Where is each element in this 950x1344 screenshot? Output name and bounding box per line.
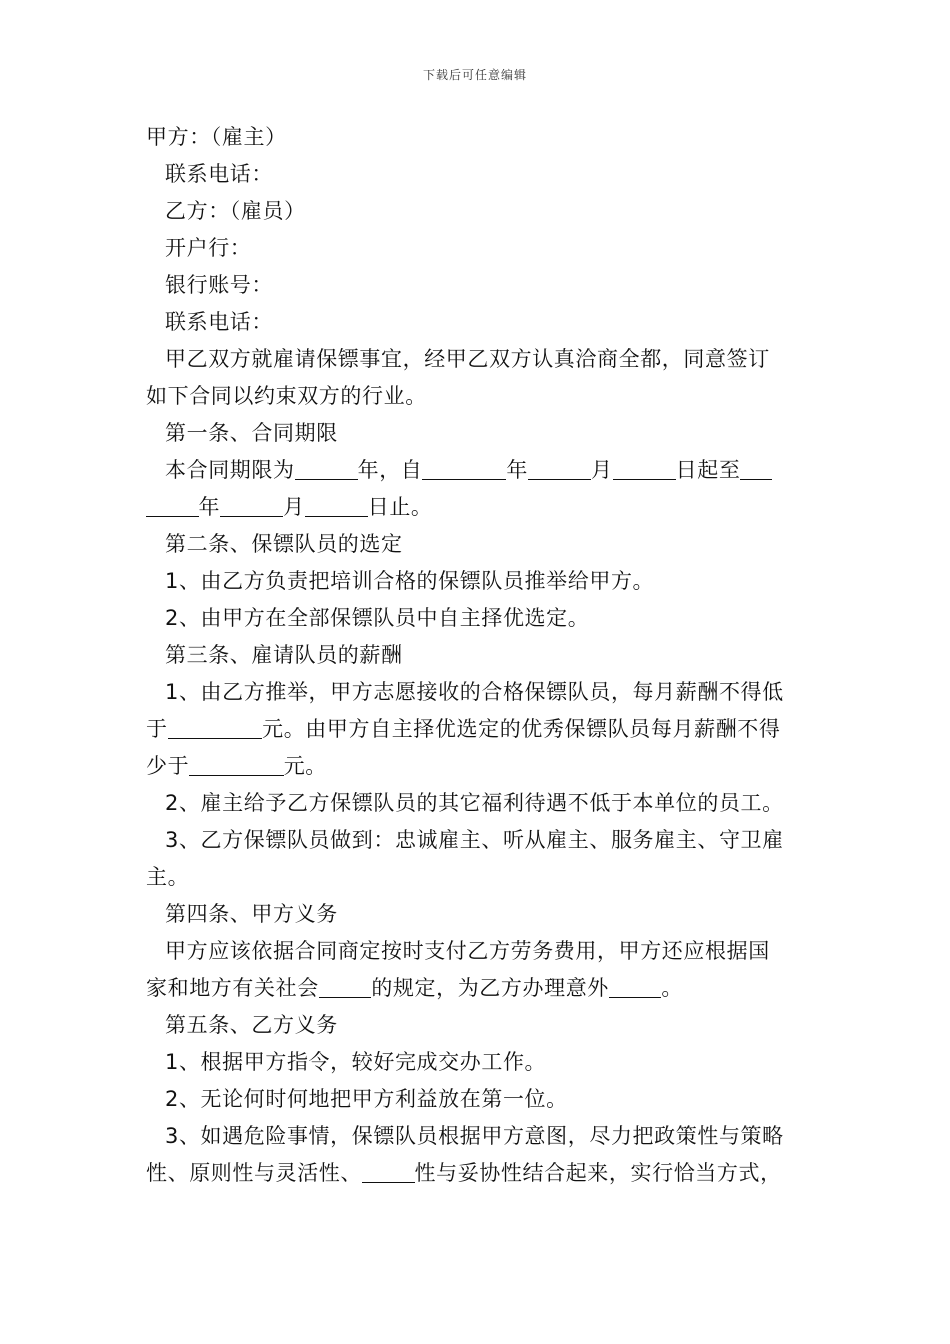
- contract-body: [146, 119, 810, 1192]
- line-text: 第二条、保镖队员的选定: [165, 532, 403, 556]
- page-header: 下载后可任意编辑: [422, 68, 527, 82]
- fill-in-blank: [146, 492, 199, 517]
- line-text: 开户行：: [165, 236, 252, 260]
- line-text: 2、无论何时何地把甲方利益放在第一位。: [165, 1087, 568, 1111]
- line-text: 性与妥协性结合起来，实行恰当方式，: [414, 1161, 782, 1185]
- line-text: 甲乙双方就雇请保镖事宜，经甲乙双方认真洽商全都，同意签订: [165, 347, 770, 371]
- text-line: [146, 859, 810, 896]
- line-text: 的规定，为乙方办理意外: [371, 976, 609, 1000]
- line-text: 年，自: [357, 458, 423, 482]
- text-line: [146, 378, 810, 415]
- line-text: 1、由乙方推举，甲方志愿接收的合格保镖队员，每月薪酬不得低: [165, 680, 784, 704]
- text-line: [146, 304, 810, 341]
- line-text: 3、如遇危险事情，保镖队员根据甲方意图，尽力把政策性与策略: [165, 1124, 784, 1148]
- line-text: 第五条、乙方义务: [165, 1013, 338, 1037]
- fill-in-blank: [740, 455, 772, 480]
- text-line: [146, 896, 810, 933]
- line-text: 1、根据甲方指令，较好完成交办工作。: [165, 1050, 547, 1074]
- text-line: [146, 1044, 810, 1081]
- fill-in-blank: [168, 714, 263, 739]
- text-line: [146, 822, 810, 859]
- text-line: [146, 526, 810, 563]
- line-text: 第一条、合同期限: [165, 421, 338, 445]
- line-text: 银行账号：: [165, 273, 273, 297]
- line-text: 。: [661, 976, 684, 1000]
- fill-in-blank: [613, 455, 676, 480]
- line-text: 元。: [283, 754, 327, 778]
- text-line: [146, 674, 810, 711]
- line-text: 第四条、甲方义务: [165, 902, 338, 926]
- fill-in-blank: [319, 973, 372, 998]
- text-line: [146, 563, 810, 600]
- text-line: [146, 415, 810, 452]
- line-text: 2、由甲方在全部保镖队员中自主择优选定。: [165, 606, 590, 630]
- line-text: 主。: [146, 865, 190, 889]
- text-line: [146, 1155, 810, 1192]
- text-line: [146, 119, 810, 156]
- line-text: 年: [198, 495, 221, 519]
- line-text: 甲方应该依据合同商定按时支付乙方劳务费用，甲方还应根据国: [165, 939, 770, 963]
- line-text: 日止。: [367, 495, 433, 519]
- fill-in-blank: [189, 751, 284, 776]
- line-text: 家和地方有关社会: [146, 976, 319, 1000]
- line-text: 1、由乙方负责把培训合格的保镖队员推举给甲方。: [165, 569, 655, 593]
- fill-in-blank: [422, 455, 506, 480]
- fill-in-blank: [295, 455, 358, 480]
- text-line: [146, 933, 810, 970]
- line-text: 月: [283, 495, 305, 519]
- fill-in-blank: [362, 1158, 415, 1183]
- text-line: [146, 193, 810, 230]
- text-line: [146, 489, 810, 526]
- text-line: [146, 637, 810, 674]
- text-line: [146, 267, 810, 304]
- text-line: [146, 1081, 810, 1118]
- line-text: 本合同期限为: [165, 458, 295, 482]
- text-line: [146, 785, 810, 822]
- text-line: [146, 156, 810, 193]
- line-text: 如下合同以约束双方的行业。: [146, 384, 427, 408]
- line-text: 月: [591, 458, 613, 482]
- line-text: 3、乙方保镖队员做到：忠诚雇主、听从雇主、服务雇主、守卫雇: [165, 828, 784, 852]
- line-text: 联系电话：: [165, 310, 273, 334]
- fill-in-blank: [609, 973, 662, 998]
- text-line: [146, 970, 810, 1007]
- line-text: 年: [506, 458, 529, 482]
- text-line: [146, 341, 810, 378]
- text-line: [146, 748, 810, 785]
- line-text: 乙方：（雇员）: [165, 199, 306, 223]
- fill-in-blank: [528, 455, 591, 480]
- fill-in-blank: [220, 492, 283, 517]
- line-text: 少于: [146, 754, 190, 778]
- line-text: 第三条、雇请队员的薪酬: [165, 643, 403, 667]
- line-text: 日起至: [675, 458, 741, 482]
- line-text: 元。由甲方自主择优选定的优秀保镖队员每月薪酬不得: [262, 717, 781, 741]
- text-line: [146, 1118, 810, 1155]
- line-text: 性、原则性与灵活性、: [146, 1161, 362, 1185]
- line-text: 2、雇主给予乙方保镖队员的其它福利待遇不低于本单位的员工。: [165, 791, 784, 815]
- line-text: 于: [146, 717, 168, 741]
- line-text: 甲方：（雇主）: [146, 125, 287, 149]
- text-line: [146, 600, 810, 637]
- text-line: [146, 1007, 810, 1044]
- text-line: [146, 230, 810, 267]
- text-line: [146, 711, 810, 748]
- line-text: 联系电话：: [165, 162, 273, 186]
- fill-in-blank: [305, 492, 368, 517]
- text-line: [146, 452, 810, 489]
